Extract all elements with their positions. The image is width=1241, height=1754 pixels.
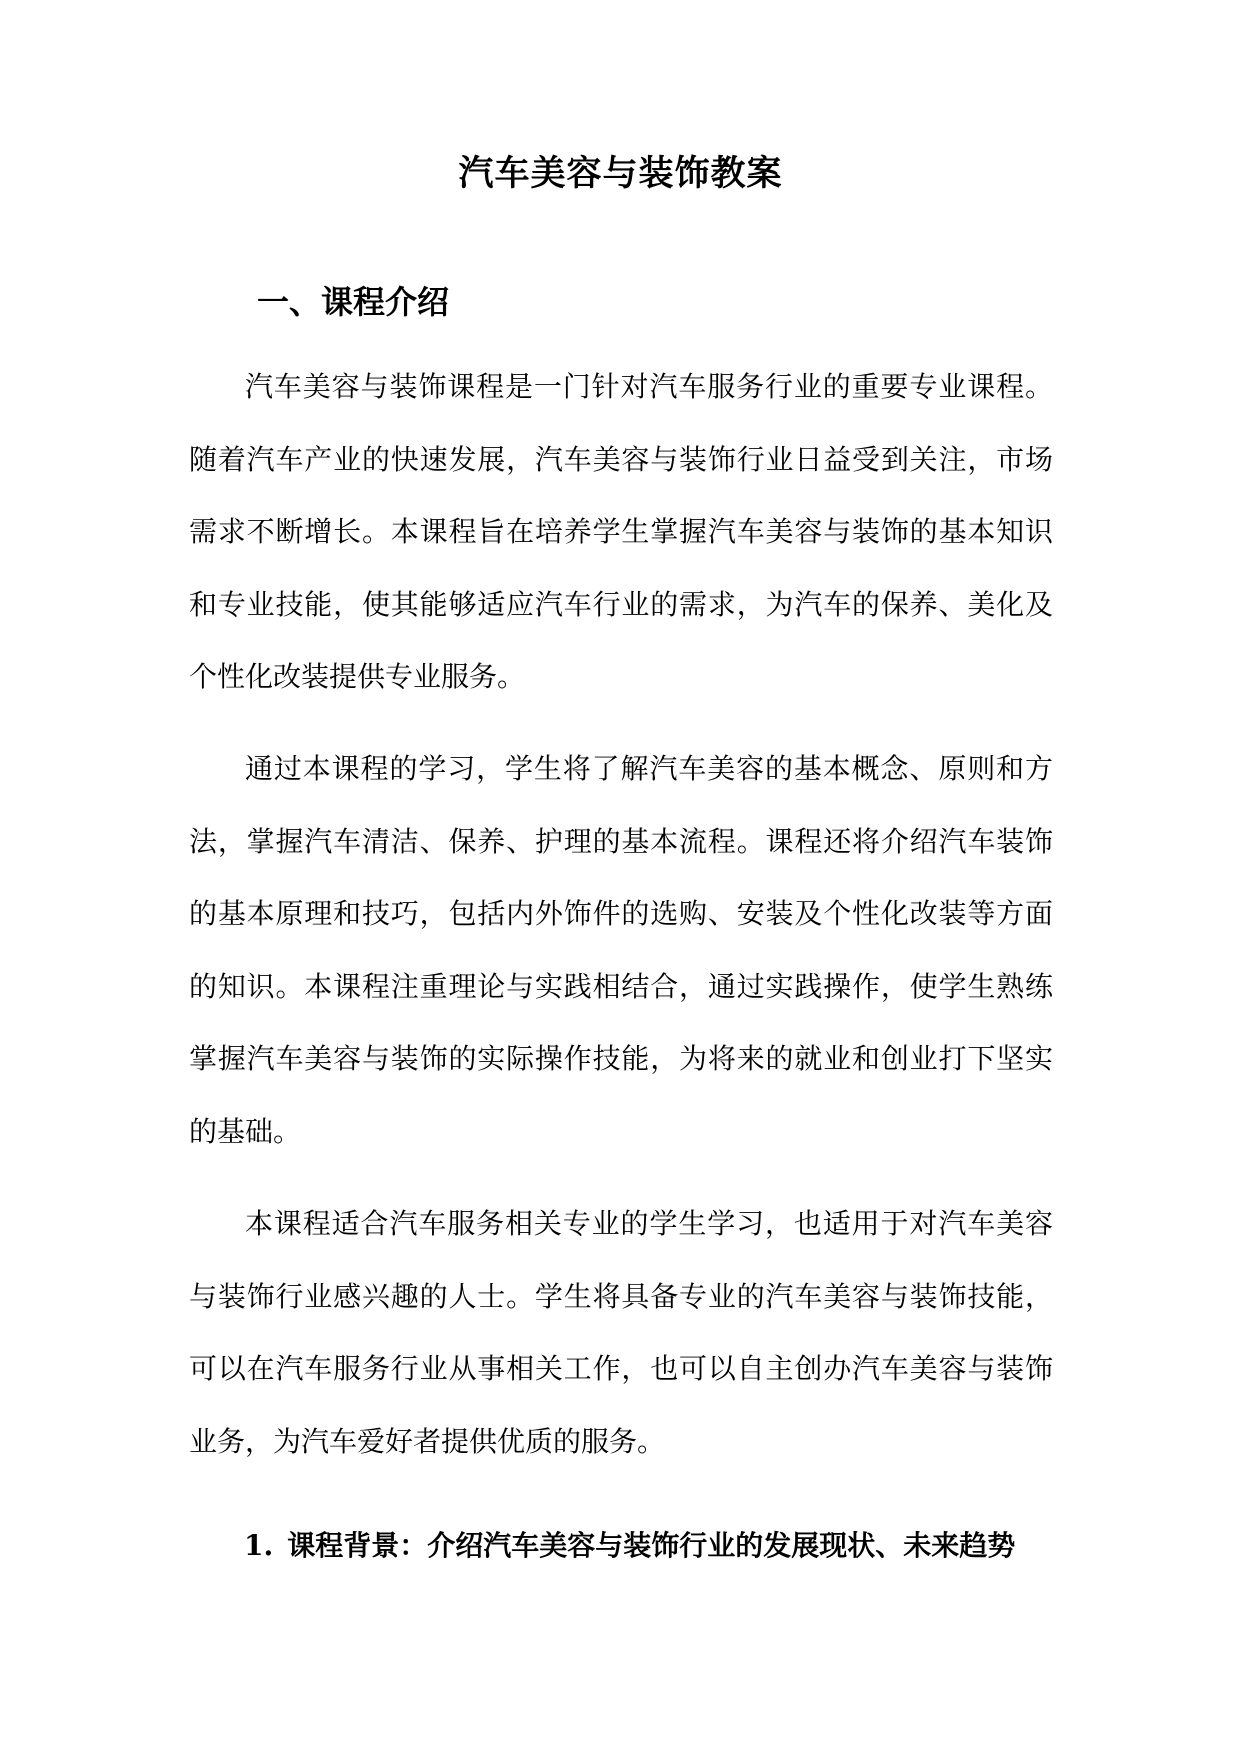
list-item-text: 课程背景：介绍汽车美容与装饰行业的发展现状、未来趋势 <box>287 1529 1016 1562</box>
numbered-list-item <box>244 1524 1015 1568</box>
list-item-number: 1. <box>244 1529 274 1562</box>
body-paragraph-2: 通过本课程的学习，学生将了解汽车美容的基本概念、原则和方法，掌握汽车清洁、保养、护理的基本流程。课程还将介绍汽车装饰的基本原理和技巧，包括内外饰件的选购、安装及个性化改装等方面的知识。本课程注重理论与实践相结合，通过实践操作，使学生熟练掌握汽车美容与装饰的实际操作技能，为将来的就业和创业打下坚实的基础。 <box>189 752 1053 1148</box>
body-paragraph-3: 本课程适合汽车服务相关专业的学生学习，也适用于对汽车美容与装饰行业感兴趣的人士。学生将具备专业的汽车美容与装饰技能，可以在汽车服务行业从事相关工作，也可以自主创办汽车美容与装饰业务，为汽车爱好者提供优质的服务。 <box>189 1207 1053 1458</box>
document-title: 汽车美容与装饰教案 <box>458 153 783 194</box>
body-paragraph-1: 汽车美容与装饰课程是一门针对汽车服务行业的重要专业课程。随着汽车产业的快速发展，汽车美容与装饰行业日益受到关注，市场需求不断增长。本课程旨在培养学生掌握汽车美容与装饰的基本知识和专业技能，使其能够适应汽车行业的需求，为汽车的保养、美化及个性化改装提供专业服务。 <box>189 370 1053 693</box>
section-heading: 一、课程介绍 <box>257 283 450 321</box>
